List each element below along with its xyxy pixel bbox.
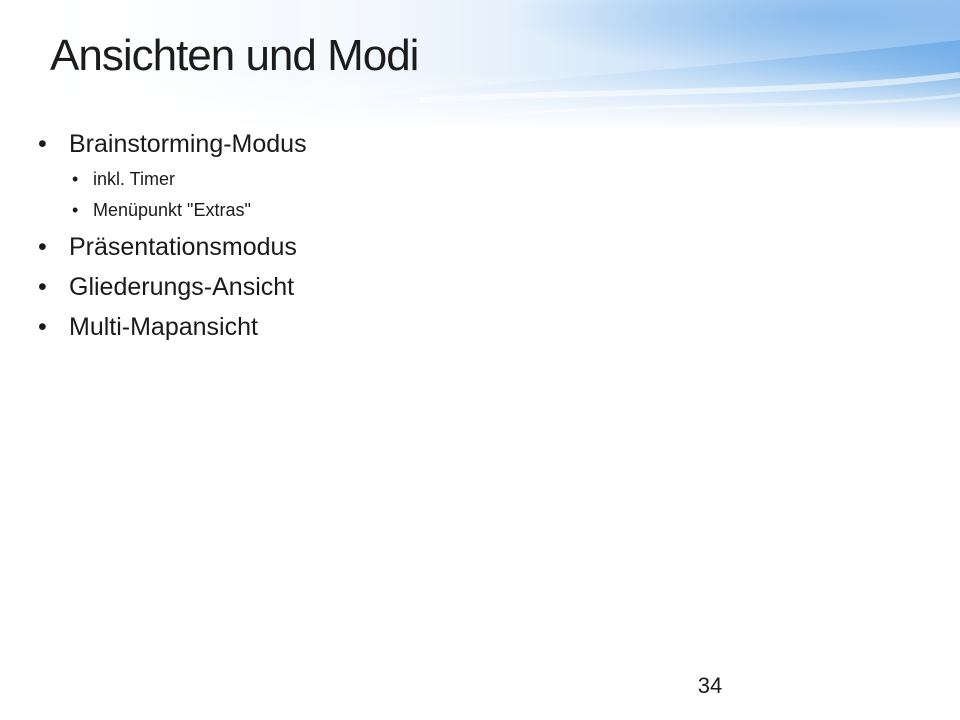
bullet-item bbox=[38, 124, 307, 164]
bullet-text: Menüpunkt "Extras" bbox=[93, 200, 251, 220]
bullet-text: Gliederungs-Ansicht bbox=[69, 273, 295, 301]
sub-bullet-item bbox=[38, 195, 307, 226]
bullet-text: Multi-Mapansicht bbox=[69, 313, 258, 341]
bullet-dot: • bbox=[38, 233, 47, 261]
bullet-text: Brainstorming-Modus bbox=[69, 130, 307, 158]
sub-bullet-item bbox=[38, 164, 307, 195]
bullet-dot: • bbox=[72, 169, 79, 189]
bullet-dot: • bbox=[72, 200, 79, 220]
bullet-text: Präsentationsmodus bbox=[69, 233, 297, 261]
bullet-dot: • bbox=[38, 130, 47, 158]
slide-title: Ansichten und Modi bbox=[50, 31, 419, 80]
bullet-list bbox=[38, 124, 307, 347]
bullet-item bbox=[38, 267, 307, 307]
bullet-item bbox=[38, 227, 307, 267]
bullet-item bbox=[38, 307, 307, 347]
bullet-dot: • bbox=[38, 273, 47, 301]
bullet-text: inkl. Timer bbox=[93, 169, 176, 189]
bullet-dot: • bbox=[38, 313, 47, 341]
page-number: 34 bbox=[697, 673, 723, 698]
